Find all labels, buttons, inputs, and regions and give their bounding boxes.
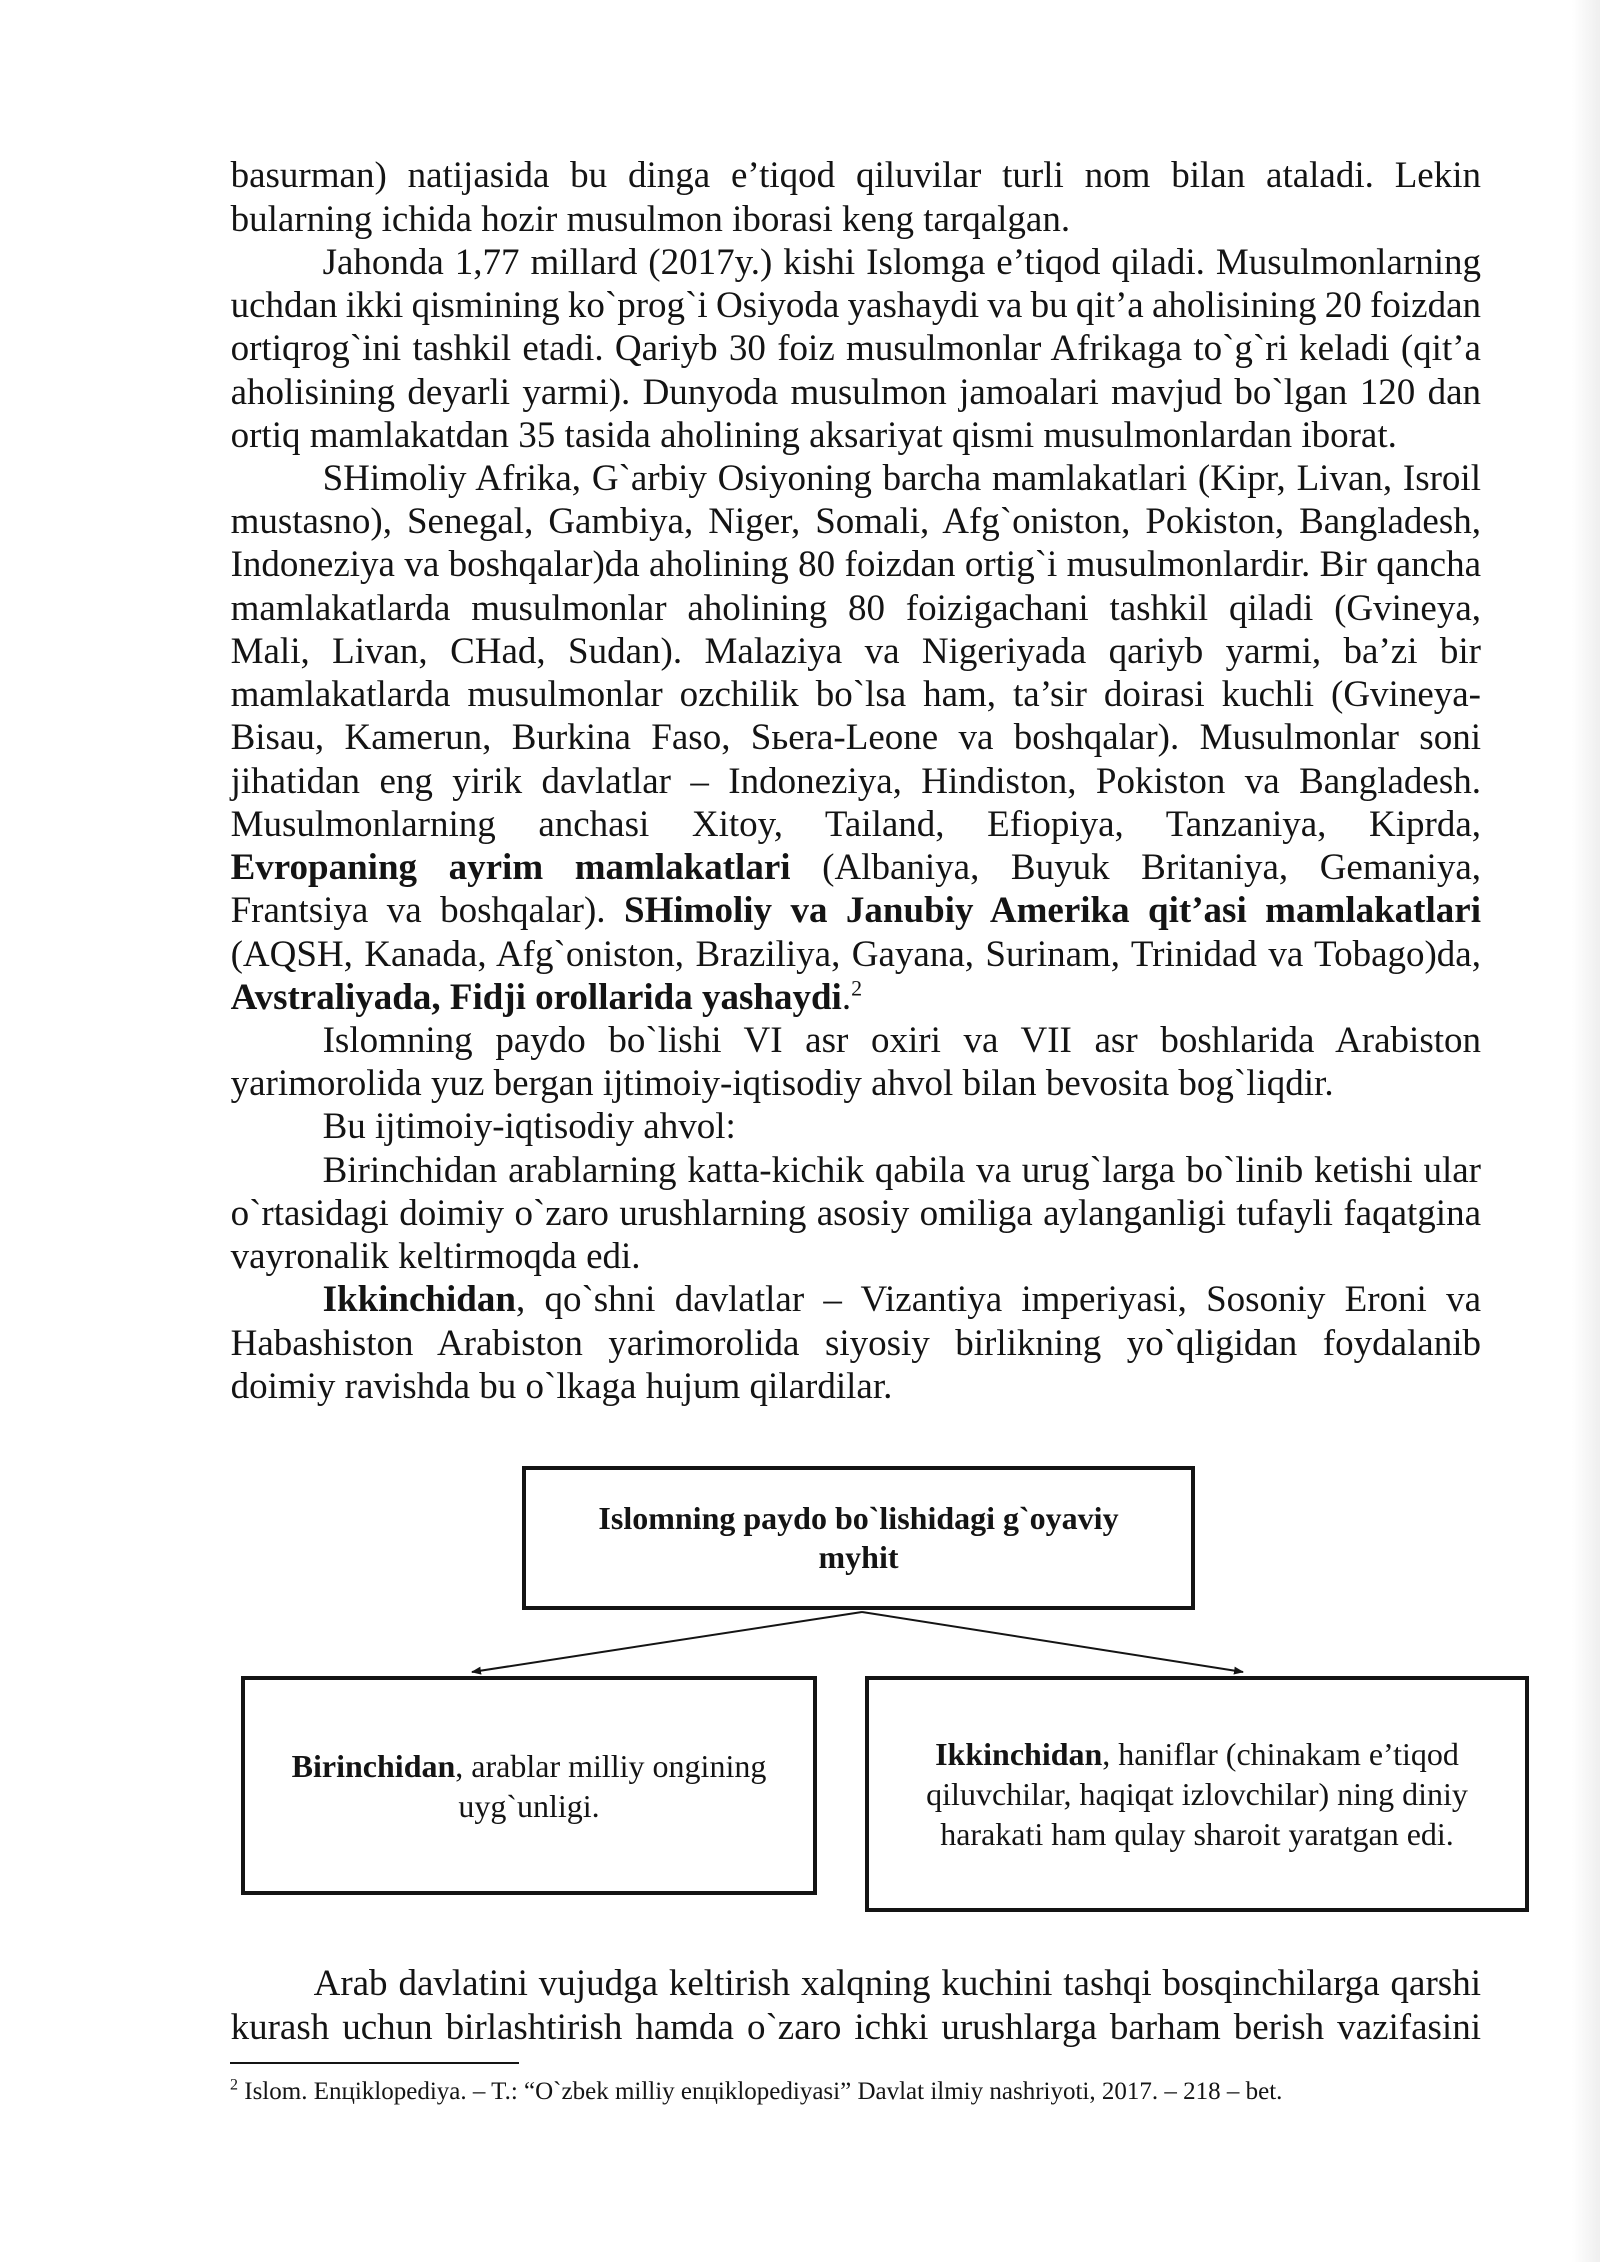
text-line <box>231 1322 1481 1365</box>
text-segment: Birinchidan arablarning katta-kichik qabila va urug`larga bo`linib ketishi ular <box>322 1149 1481 1191</box>
text-segment: uchdan ikki qismining ko`prog`i Osiyoda yashaydi va bu qit’a aholisining 20 foizdan <box>230 285 1481 327</box>
bold-text: Evropaning ayrim mamlakatlari <box>230 847 791 889</box>
text-line <box>231 673 1481 716</box>
text-line <box>231 1235 641 1278</box>
text-segment: Islomning paydo bo`lishi VI asr oxiri va VII asr boshlarida Arabiston <box>322 1020 1481 1061</box>
text-line <box>231 803 1481 846</box>
footnote-ref: 2 <box>851 975 863 1001</box>
text-line <box>323 1105 736 1148</box>
diagram-right-line <box>935 1734 1459 1774</box>
text-line <box>314 1962 1481 2005</box>
text-line <box>231 933 1481 976</box>
diagram-title-line: Islomning paydo bo`lishidagi g`oyaviy <box>598 1500 1119 1536</box>
text-segment: Indoneziya va boshqalar)da aholining 80 foizdan ortig`i musulmonlardir. Bir qancha <box>230 544 1481 586</box>
footnote-mark: 2 <box>230 2076 238 2094</box>
text-segment: Bu ijtimoiy-iqtisodiy ahvol: <box>322 1106 736 1148</box>
footnote-text: Islom. Enцiklopediya. – T.: “O`zbek milliy enцiklopediyasi” Davlat ilmiy nashriyoti, 2017. – 218 – bet. <box>238 2078 1283 2105</box>
text-segment: o`rtasidagi doimiy o`zaro urushlarning asosiy omiliga aylanganligi tufayli faqatgina <box>230 1192 1481 1234</box>
text-line <box>231 976 863 1019</box>
diagram-right-line: qiluvchilar, haqiqat izlovchilar) ning diniy <box>926 1776 1468 1812</box>
bold-text: Birinchidan <box>291 1747 456 1784</box>
text-line <box>231 587 1481 630</box>
text-segment: Bisau, Kamerun, Burkina Faso, Sьera-Leone va boshqalar). Musulmonlar soni <box>230 717 1481 759</box>
text-segment: . <box>841 976 852 1018</box>
diagram-left-line <box>292 1746 767 1786</box>
text-segment: , haniflar (chinakam e’tiqod <box>1102 1736 1459 1772</box>
text-line <box>231 1365 893 1408</box>
text-segment: Frantsiya va boshqalar). <box>230 890 624 932</box>
arrow-right <box>862 1612 1243 1672</box>
text-line <box>231 630 1481 673</box>
diagram-left-line: uyg`unligi. <box>458 1787 600 1824</box>
text-segment: Jahonda 1,77 millard (2017y.) kishi Islomga e’tiqod qiladi. Musulmonlarning <box>322 241 1481 283</box>
text-line <box>231 154 1481 197</box>
bold-text: Ikkinchidan <box>935 1736 1103 1772</box>
text-segment: aholisining deyarli yarmi). Dunyoda musulmon jamoalari mavjud bo`lgan 120 dan <box>230 371 1481 413</box>
text-segment: , arablar milliy ongining <box>455 1747 767 1784</box>
diagram-title-box <box>522 1466 1195 1610</box>
text-line <box>231 284 1481 327</box>
text-line <box>323 241 1481 284</box>
text-segment: Musulmonlarning anchasi Xitoy, Tailand, Efiopiya, Tanzaniya, Kiprda, <box>230 803 1481 845</box>
diagram-title-line: myhit <box>818 1539 899 1575</box>
text-line <box>231 2006 1481 2049</box>
text-segment: vayronalik keltirmoqda edi. <box>230 1236 641 1278</box>
text-line <box>231 760 1481 803</box>
text-segment: yarimorolida yuz bergan ijtimoiy-iqtisodiy ahvol bilan bevosita bog`liqdir. <box>230 1063 1334 1105</box>
text-line <box>323 457 1481 500</box>
text-segment: Arab davlatini vujudga keltirish xalqning kuchini tashqi bosqinchilarga qarshi <box>313 1963 1481 2005</box>
text-line <box>231 198 1071 241</box>
diagram-left-box <box>241 1676 817 1895</box>
text-line <box>323 1278 1481 1321</box>
text-line <box>231 846 1481 889</box>
text-segment: Mali, Livan, CHad, Sudan). Malaziya va Nigeriyada qariyb yarmi, ba’zi bir <box>230 630 1481 672</box>
text-segment: basurman) natijasida bu dinga e’tiqod qiluvilar turli nom bilan ataladi. Lekin <box>230 155 1481 197</box>
diagram-right-box <box>865 1676 1529 1912</box>
bold-text: SHimoliy va Janubiy Amerika qit’asi mamlakatlari <box>624 890 1481 932</box>
text-line <box>323 1019 1481 1062</box>
text-segment: doimiy ravishda bu o`lkaga hujum qilardilar. <box>230 1365 893 1407</box>
scan-edge-shadow <box>1572 0 1600 2262</box>
diagram-right-line: harakati ham qulay sharoit yaratgan edi. <box>940 1816 1454 1852</box>
text-segment: mustasno), Senegal, Gambiya, Niger, Somali, Afg`oniston, Pokiston, Bangladesh, <box>230 501 1481 543</box>
text-segment: (Albaniya, Buyuk Britaniya, Gemaniya, <box>790 847 1481 889</box>
text-segment: bularning ichida hozir musulmon iborasi keng tarqalgan. <box>230 198 1071 240</box>
text-line <box>231 889 1481 932</box>
footnote-separator <box>230 2062 519 2064</box>
text-line <box>231 716 1481 759</box>
bold-text: Avstraliyada, Fidji orollarida yashaydi <box>230 976 842 1018</box>
text-segment: kurash uchun birlashtirish hamda o`zaro ichki urushlarga barham berish vazifasini <box>230 2006 1481 2048</box>
footnote <box>230 2076 1282 2108</box>
text-line <box>231 543 1481 586</box>
text-line <box>323 1149 1481 1192</box>
text-segment: mamlakatlarda musulmonlar ozchilik bo`lsa ham, ta’sir doirasi kuchli (Gvineya- <box>230 674 1481 716</box>
text-segment: Habashiston Arabiston yarimorolida siyosiy birlikning yo`qligidan foydalanib <box>230 1322 1481 1364</box>
text-segment: mamlakatlarda musulmonlar aholining 80 foizigachani tashkil qiladi (Gvineya, <box>230 587 1481 629</box>
text-segment: (AQSH, Kanada, Afg`oniston, Braziliya, Gayana, Surinam, Trinidad va Tobago)da, <box>230 933 1481 975</box>
text-segment: ortiqrog`ini tashkil etadi. Qariyb 30 foiz musulmonlar Afrikaga to`g`ri keladi (qit’a <box>230 328 1481 370</box>
text-line <box>231 371 1481 414</box>
bold-text: Ikkinchidan <box>322 1279 516 1321</box>
text-line <box>231 500 1481 543</box>
arrow-left <box>472 1612 862 1672</box>
text-segment: jihatidan eng yirik davlatlar – Indoneziya, Hindiston, Pokiston va Bangladesh. <box>230 760 1481 802</box>
text-segment: ortiq mamlakatdan 35 tasida aholining aksariyat qismi musulmonlardan iborat. <box>230 414 1397 456</box>
text-segment: SHimoliy Afrika, G`arbiy Osiyoning barcha mamlakatlari (Kipr, Livan, Isroil <box>322 458 1481 499</box>
text-line <box>231 1192 1481 1235</box>
text-line <box>231 414 1397 457</box>
text-segment: , qo`shni davlatlar – Vizantiya imperiyasi, Sosoniy Eroni va <box>515 1279 1481 1321</box>
text-line <box>231 327 1481 370</box>
text-line <box>231 1062 1334 1105</box>
